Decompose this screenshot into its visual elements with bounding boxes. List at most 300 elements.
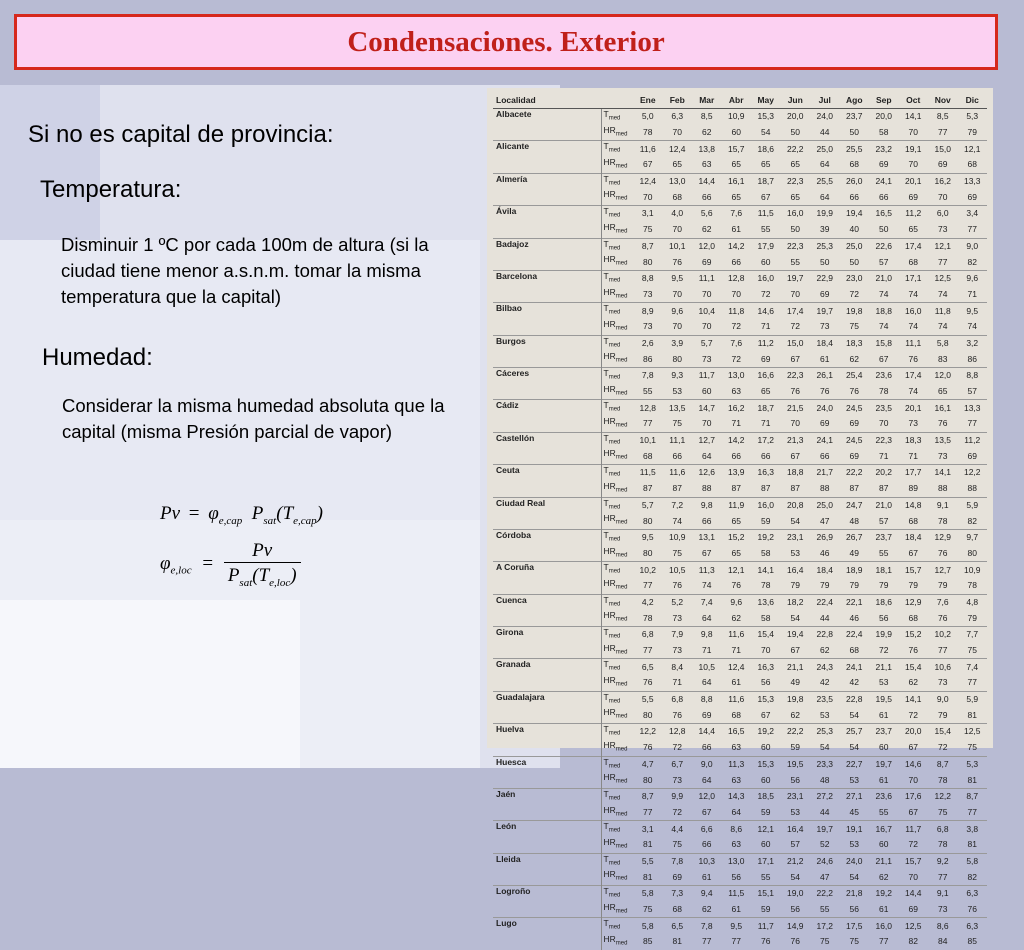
- temperature-cell: 8,8: [692, 691, 722, 707]
- humidity-cell: 79: [879, 580, 889, 591]
- temperature-cell: 19,9: [810, 206, 840, 222]
- formula-fraction: [224, 540, 301, 589]
- variable-subscript: med: [615, 940, 628, 947]
- city-name: León: [493, 821, 601, 853]
- temperature-cell: 18,3: [899, 432, 929, 448]
- humidity-cell: 68: [967, 159, 977, 170]
- temperature-cell: 17,2: [751, 432, 781, 448]
- humidity-cell: 44: [820, 612, 830, 623]
- humidity-cell: 54: [790, 871, 800, 882]
- humidity-cell: 72: [938, 742, 948, 753]
- temperature-cell: 16,3: [751, 659, 781, 675]
- humidity-cell: 68: [908, 256, 918, 267]
- temperature-cell: 11,8: [928, 303, 958, 319]
- temperature-cell: 12,7: [928, 562, 958, 578]
- humidity-cell: 66: [702, 515, 712, 526]
- variable-symbol: T: [603, 788, 609, 799]
- temperature-cell: 20,0: [869, 109, 899, 125]
- header-month: Jul: [810, 92, 840, 109]
- temperature-cell: 14,7: [692, 400, 722, 416]
- humidity-cell: 75: [849, 321, 859, 332]
- table-row: [493, 529, 987, 545]
- temperature-cell: 14,4: [692, 173, 722, 189]
- humidity-cell: 78: [643, 612, 653, 623]
- humidity-cell: 64: [820, 159, 830, 170]
- variable-label-temperature: [601, 724, 633, 740]
- humidity-cell: 53: [879, 677, 889, 688]
- temperature-cell: 17,5: [840, 918, 870, 934]
- humidity-cell: 61: [879, 904, 889, 915]
- temperature-cell: 11,1: [663, 432, 693, 448]
- table-row: [493, 659, 987, 675]
- humidity-cell: 77: [702, 936, 712, 947]
- humidity-cell: 54: [849, 742, 859, 753]
- temperature-cell: 18,3: [840, 335, 870, 351]
- variable-subscript: med: [615, 811, 628, 818]
- temperature-cell: 16,7: [869, 821, 899, 837]
- city-name: Burgos: [493, 335, 601, 367]
- humidity-cell: 87: [672, 483, 682, 494]
- humidity-cell: 65: [672, 159, 682, 170]
- variable-symbol: HR: [603, 448, 616, 459]
- variable-label-humidity: [601, 513, 633, 529]
- variable-symbol: T: [603, 821, 609, 832]
- temperature-cell: 19,1: [899, 141, 929, 157]
- temperature-cell: 8,8: [633, 270, 663, 286]
- temperature-cell: 11,9: [722, 497, 752, 513]
- temperature-cell: 20,1: [899, 400, 929, 416]
- city-name: Alicante: [493, 141, 601, 173]
- table-row: [493, 173, 987, 189]
- temperature-cell: 18,7: [751, 173, 781, 189]
- humidity-cell: 70: [790, 418, 800, 429]
- humidity-cell: 64: [702, 677, 712, 688]
- humidity-cell: 67: [790, 645, 800, 656]
- temperature-cell: 9,0: [958, 238, 988, 254]
- humidity-cell: 44: [820, 806, 830, 817]
- variable-subscript: med: [608, 309, 621, 316]
- humidity-cell: 50: [879, 224, 889, 235]
- variable-label-humidity: [601, 934, 633, 950]
- variable-subscript: med: [608, 568, 621, 575]
- humidity-cell: 72: [761, 288, 771, 299]
- variable-subscript: med: [615, 455, 628, 462]
- city-name: Cádiz: [493, 400, 601, 432]
- table-row: [493, 886, 987, 902]
- humidity-cell: 54: [790, 515, 800, 526]
- temperature-cell: 21,1: [869, 853, 899, 869]
- city-name: Cáceres: [493, 368, 601, 400]
- temperature-cell: 14,1: [751, 562, 781, 578]
- humidity-cell: 56: [790, 904, 800, 915]
- temperature-cell: 12,2: [928, 788, 958, 804]
- humidity-cell: 65: [761, 159, 771, 170]
- variable-symbol: T: [603, 497, 609, 508]
- variable-label-humidity: [601, 643, 633, 659]
- temperature-cell: 22,1: [840, 594, 870, 610]
- temperature-cell: 7,2: [663, 497, 693, 513]
- humidity-cell: 78: [761, 580, 771, 591]
- temperature-cell: 19,9: [869, 627, 899, 643]
- formula-term: (T: [276, 503, 294, 524]
- formula-subscript: e,loc: [170, 564, 192, 577]
- humidity-cell: 67: [761, 191, 771, 202]
- humidity-cell: 81: [643, 871, 653, 882]
- temperature-cell: 7,3: [663, 886, 693, 902]
- humidity-cell: 61: [731, 677, 741, 688]
- temperature-cell: 5,2: [663, 594, 693, 610]
- humidity-cell: 63: [731, 774, 741, 785]
- temperature-cell: 22,8: [840, 691, 870, 707]
- variable-subscript: med: [615, 714, 628, 721]
- temperature-cell: 9,6: [663, 303, 693, 319]
- city-name: Badajoz: [493, 238, 601, 270]
- humidity-cell: 73: [672, 645, 682, 656]
- temperature-cell: 13,5: [928, 432, 958, 448]
- humidity-cell: 74: [879, 288, 889, 299]
- temperature-cell: 14,2: [722, 238, 752, 254]
- temperature-cell: 6,8: [633, 627, 663, 643]
- temperature-cell: 10,2: [633, 562, 663, 578]
- formula-subscript: e,loc: [269, 576, 291, 589]
- variable-symbol: HR: [603, 124, 616, 135]
- humidity-cell: 60: [761, 774, 771, 785]
- city-name: Bilbao: [493, 303, 601, 335]
- temperature-cell: 18,4: [810, 562, 840, 578]
- variable-subscript: med: [615, 390, 628, 397]
- variable-subscript: med: [608, 763, 621, 770]
- formula-subscript: e,cap: [218, 514, 243, 527]
- temperature-cell: 21,5: [781, 400, 811, 416]
- temperature-cell: 11,5: [722, 886, 752, 902]
- humidity-cell: 86: [643, 353, 653, 364]
- humidity-cell: 58: [761, 612, 771, 623]
- humidity-cell: 69: [702, 256, 712, 267]
- city-name: Girona: [493, 627, 601, 659]
- humidity-cell: 76: [790, 386, 800, 397]
- humidity-cell: 52: [820, 839, 830, 850]
- variable-symbol: T: [603, 853, 609, 864]
- formula-term: ): [290, 565, 297, 586]
- humidity-cell: 77: [967, 677, 977, 688]
- temperature-cell: 23,5: [869, 400, 899, 416]
- variable-symbol: HR: [603, 836, 616, 847]
- temperature-cell: 12,1: [751, 821, 781, 837]
- humidity-cell: 63: [731, 742, 741, 753]
- humidity-cell: 50: [820, 256, 830, 267]
- temperature-cell: 19,2: [869, 886, 899, 902]
- temperature-cell: 21,1: [869, 659, 899, 675]
- humidity-cell: 73: [672, 612, 682, 623]
- variable-symbol: HR: [603, 189, 616, 200]
- humidity-cell: 53: [849, 774, 859, 785]
- variable-subscript: med: [615, 260, 628, 267]
- humidity-cell: 50: [790, 127, 800, 138]
- humidity-cell: 79: [820, 580, 830, 591]
- variable-label-humidity: [601, 351, 633, 367]
- temperature-cell: 8,7: [633, 788, 663, 804]
- humidity-cell: 74: [908, 386, 918, 397]
- city-name: Almería: [493, 173, 601, 205]
- humidity-cell: 68: [643, 450, 653, 461]
- temperature-cell: 26,0: [840, 173, 870, 189]
- humidity-cell: 53: [790, 806, 800, 817]
- variable-subscript: med: [608, 245, 621, 252]
- table-body: [493, 109, 987, 950]
- humidity-cell: 62: [879, 871, 889, 882]
- temperature-cell: 6,7: [663, 756, 693, 772]
- humidity-cell: 72: [849, 288, 859, 299]
- humidity-cell: 73: [908, 418, 918, 429]
- temperature-cell: 10,5: [663, 562, 693, 578]
- humidity-cell: 85: [967, 936, 977, 947]
- variable-label-humidity: [601, 254, 633, 270]
- temperature-cell: 3,1: [633, 206, 663, 222]
- humidity-cell: 65: [908, 224, 918, 235]
- table-row: [493, 594, 987, 610]
- temperature-cell: 6,0: [928, 206, 958, 222]
- humidity-cell: 66: [702, 839, 712, 850]
- variable-label-temperature: [601, 465, 633, 481]
- temperature-cell: 16,4: [781, 821, 811, 837]
- humidity-cell: 79: [967, 127, 977, 138]
- temperature-cell: 19,1: [840, 821, 870, 837]
- paragraph-temperature: Disminuir 1 ºC por cada 100m de altura (si la ciudad tiene menor a.s.n.m. tomar la misma temperatura que la capital): [61, 234, 429, 307]
- temperature-cell: 19,2: [751, 724, 781, 740]
- humidity-cell: 69: [967, 191, 977, 202]
- temperature-cell: 20,0: [899, 724, 929, 740]
- humidity-cell: 46: [820, 547, 830, 558]
- temperature-cell: 9,4: [692, 886, 722, 902]
- humidity-cell: 68: [672, 191, 682, 202]
- humidity-cell: 77: [643, 645, 653, 656]
- temperature-cell: 17,4: [899, 368, 929, 384]
- temperature-cell: 6,3: [958, 918, 988, 934]
- humidity-cell: 56: [879, 612, 889, 623]
- humidity-cell: 50: [849, 256, 859, 267]
- temperature-cell: 5,8: [633, 886, 663, 902]
- temperature-cell: 13,5: [663, 400, 693, 416]
- variable-subscript: med: [615, 325, 628, 332]
- humidity-cell: 80: [672, 353, 682, 364]
- temperature-cell: 11,2: [958, 432, 988, 448]
- variable-label-temperature: [601, 627, 633, 643]
- variable-label-humidity: [601, 546, 633, 562]
- temperature-cell: 14,8: [899, 497, 929, 513]
- humidity-cell: 66: [820, 450, 830, 461]
- temperature-cell: 19,5: [781, 756, 811, 772]
- temperature-cell: 22,2: [781, 724, 811, 740]
- humidity-cell: 42: [849, 677, 859, 688]
- humidity-cell: 66: [731, 450, 741, 461]
- humidity-cell: 82: [967, 515, 977, 526]
- humidity-cell: 56: [761, 677, 771, 688]
- temperature-cell: 23,1: [781, 529, 811, 545]
- table-row: [493, 853, 987, 869]
- humidity-cell: 60: [879, 742, 889, 753]
- temperature-cell: 22,2: [781, 141, 811, 157]
- humidity-cell: 59: [761, 904, 771, 915]
- temperature-cell: 22,2: [840, 465, 870, 481]
- humidity-cell: 62: [908, 677, 918, 688]
- header-month: Oct: [899, 92, 929, 109]
- table-row: [493, 270, 987, 286]
- temperature-cell: 3,9: [663, 335, 693, 351]
- variable-label-humidity: [601, 740, 633, 756]
- temperature-cell: 12,2: [633, 724, 663, 740]
- humidity-cell: 48: [849, 515, 859, 526]
- formula-term: Pv: [160, 503, 181, 524]
- humidity-cell: 89: [908, 483, 918, 494]
- humidity-cell: 78: [938, 839, 948, 850]
- humidity-cell: 67: [761, 709, 771, 720]
- temperature-cell: 9,7: [958, 529, 988, 545]
- humidity-cell: 61: [731, 904, 741, 915]
- table-row: [493, 788, 987, 804]
- temperature-cell: 8,7: [633, 238, 663, 254]
- variable-symbol: HR: [603, 901, 616, 912]
- temperature-cell: 13,9: [722, 465, 752, 481]
- table-row: [493, 368, 987, 384]
- humidity-cell: 68: [731, 709, 741, 720]
- variable-symbol: HR: [603, 739, 616, 750]
- formula-vapor-pressure: [160, 503, 323, 527]
- header-month: Jun: [781, 92, 811, 109]
- temperature-cell: 25,0: [840, 238, 870, 254]
- humidity-cell: 87: [790, 483, 800, 494]
- variable-subscript: med: [608, 925, 621, 932]
- table-row: [493, 303, 987, 319]
- temperature-cell: 8,5: [928, 109, 958, 125]
- variable-label-humidity: [601, 287, 633, 303]
- humidity-cell: 54: [761, 127, 771, 138]
- variable-symbol: HR: [603, 642, 616, 653]
- humidity-cell: 54: [849, 871, 859, 882]
- humidity-cell: 62: [702, 904, 712, 915]
- humidity-cell: 70: [761, 645, 771, 656]
- humidity-cell: 75: [672, 839, 682, 850]
- humidity-cell: 76: [790, 936, 800, 947]
- temperature-cell: 11,5: [633, 465, 663, 481]
- humidity-cell: 70: [879, 418, 889, 429]
- city-name: Castellón: [493, 432, 601, 464]
- variable-symbol: T: [603, 303, 609, 314]
- variable-symbol: HR: [603, 934, 616, 945]
- variable-label-humidity: [601, 675, 633, 691]
- humidity-cell: 75: [643, 904, 653, 915]
- humidity-cell: 74: [938, 321, 948, 332]
- humidity-cell: 56: [849, 904, 859, 915]
- temperature-cell: 19,7: [869, 756, 899, 772]
- temperature-cell: 16,0: [869, 918, 899, 934]
- temperature-cell: 14,6: [751, 303, 781, 319]
- humidity-cell: 67: [702, 547, 712, 558]
- temperature-cell: 21,1: [781, 659, 811, 675]
- temperature-cell: 18,2: [781, 594, 811, 610]
- humidity-cell: 70: [672, 288, 682, 299]
- temperature-cell: 15,0: [928, 141, 958, 157]
- humidity-cell: 71: [672, 677, 682, 688]
- variable-label-temperature: [601, 335, 633, 351]
- variable-symbol: HR: [603, 286, 616, 297]
- temperature-cell: 10,2: [928, 627, 958, 643]
- temperature-cell: 22,9: [810, 270, 840, 286]
- humidity-cell: 77: [938, 256, 948, 267]
- humidity-cell: 70: [938, 191, 948, 202]
- temperature-cell: 12,0: [692, 238, 722, 254]
- temperature-cell: 25,5: [810, 173, 840, 189]
- table-row: [493, 465, 987, 481]
- humidity-cell: 65: [731, 191, 741, 202]
- humidity-cell: 76: [908, 353, 918, 364]
- formula-term: (T: [252, 565, 270, 586]
- temperature-cell: 18,6: [869, 594, 899, 610]
- temperature-cell: 7,9: [663, 627, 693, 643]
- temperature-cell: 13,0: [722, 853, 752, 869]
- humidity-cell: 70: [908, 127, 918, 138]
- temperature-cell: 16,5: [722, 724, 752, 740]
- temperature-cell: 7,6: [722, 335, 752, 351]
- temperature-cell: 13,3: [958, 173, 988, 189]
- table-row: [493, 627, 987, 643]
- humidity-cell: 87: [849, 483, 859, 494]
- humidity-cell: 54: [790, 612, 800, 623]
- humidity-cell: 73: [643, 288, 653, 299]
- humidity-cell: 69: [967, 450, 977, 461]
- humidity-cell: 74: [702, 580, 712, 591]
- temperature-cell: 24,0: [810, 400, 840, 416]
- formula-subscript: e,cap: [293, 514, 317, 527]
- humidity-cell: 64: [702, 612, 712, 623]
- humidity-cell: 62: [702, 127, 712, 138]
- city-name: Barcelona: [493, 270, 601, 302]
- temperature-cell: 22,3: [781, 238, 811, 254]
- temperature-cell: 14,4: [692, 724, 722, 740]
- temperature-cell: 15,0: [781, 335, 811, 351]
- variable-label-humidity: [601, 319, 633, 335]
- variable-label-humidity: [601, 869, 633, 885]
- variable-subscript: med: [615, 552, 628, 559]
- humidity-cell: 80: [967, 547, 977, 558]
- variable-label-temperature: [601, 853, 633, 869]
- temperature-cell: 10,4: [692, 303, 722, 319]
- variable-label-humidity: [601, 772, 633, 788]
- humidity-cell: 57: [879, 515, 889, 526]
- city-name: Huesca: [493, 756, 601, 788]
- temperature-cell: 7,6: [928, 594, 958, 610]
- variable-subscript: med: [615, 228, 628, 235]
- variable-symbol: T: [603, 335, 609, 346]
- temperature-cell: 20,8: [781, 497, 811, 513]
- humidity-cell: 82: [967, 256, 977, 267]
- variable-label-temperature: [601, 141, 633, 157]
- humidity-cell: 87: [643, 483, 653, 494]
- humidity-cell: 57: [790, 839, 800, 850]
- temperature-cell: 3,1: [633, 821, 663, 837]
- table-row: [493, 691, 987, 707]
- temperature-cell: 8,6: [928, 918, 958, 934]
- variable-label-temperature: [601, 788, 633, 804]
- humidity-cell: 67: [702, 806, 712, 817]
- temperature-cell: 11,2: [751, 335, 781, 351]
- table-row: [493, 335, 987, 351]
- temperature-cell: 25,3: [810, 724, 840, 740]
- table-header-row: [493, 92, 987, 109]
- variable-subscript: med: [608, 439, 621, 446]
- humidity-cell: 70: [702, 321, 712, 332]
- header-variable: [601, 92, 633, 109]
- table-row: [493, 141, 987, 157]
